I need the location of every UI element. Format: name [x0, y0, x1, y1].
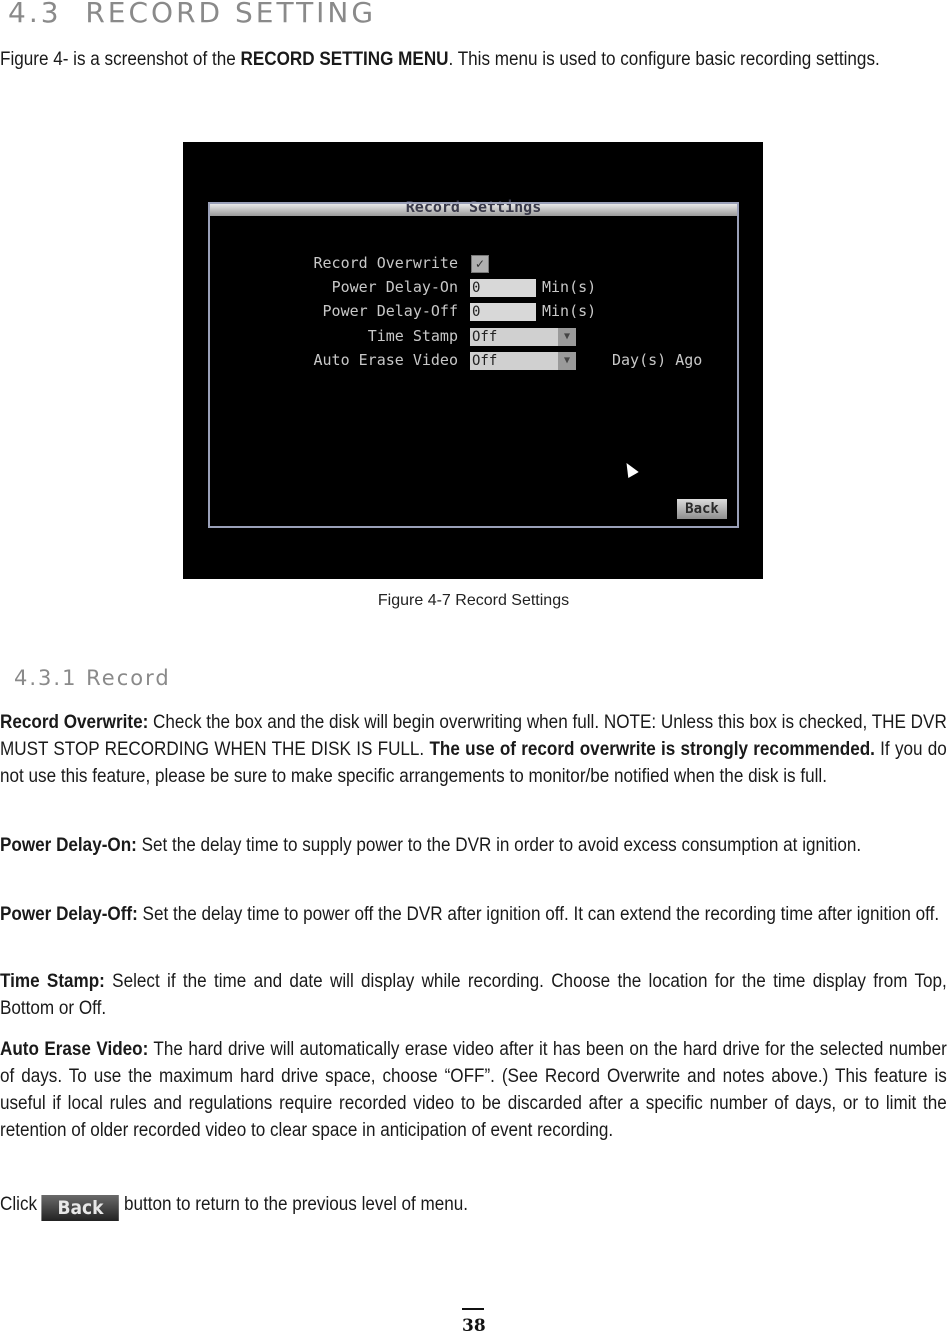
- paragraph-power-delay-on: [0, 832, 947, 859]
- overwrite-text-1: Check the box and the disk will begin overwriting when full. NOTE: Unless this box is checked, THE DVR MUST STOP RECORDING WHEN THE DISK IS FULL.: [0, 712, 947, 760]
- osd-unit-delay-off: Min(s): [542, 302, 597, 320]
- auto-erase-select[interactable]: [470, 352, 576, 370]
- delay-off-text: Set the delay time to power off the DVR after ignition off. It can extend the recording time after ignition off.: [137, 904, 940, 925]
- osd-label-power-delay-on: Power Delay-On: [331, 278, 458, 296]
- delay-on-text: Set the delay time to supply power to the DVR in order to avoid excess consumption at ignition.: [136, 835, 862, 856]
- subsection-number: 4.3.1: [14, 666, 78, 690]
- figure-caption: Figure 4-7 Record Settings: [377, 592, 570, 609]
- page-number: 38: [462, 1316, 486, 1336]
- osd-title: Record Settings: [405, 198, 542, 216]
- subsection-title: Record: [86, 666, 171, 690]
- term-auto-erase-video: Auto Erase Video:: [0, 1039, 149, 1060]
- osd-back-button[interactable]: Back: [677, 499, 727, 519]
- paragraph-record-overwrite: [0, 709, 947, 790]
- section-heading: [8, 0, 376, 29]
- time-stamp-select[interactable]: [470, 328, 576, 346]
- intro-text-1: Figure 4- is a screenshot of the: [0, 49, 241, 70]
- term-power-delay-on: Power Delay-On:: [0, 835, 137, 856]
- click-text-2: button to return to the previous level of menu.: [119, 1194, 469, 1215]
- time-stamp-value: Off: [472, 329, 498, 345]
- power-delay-off-field[interactable]: 0: [470, 303, 536, 321]
- paragraph-click-back: [0, 1191, 947, 1221]
- osd-label-power-delay-off: Power Delay-Off: [322, 302, 458, 320]
- intro-text-2: . This menu is used to configure basic recording settings.: [448, 49, 880, 70]
- osd-label-auto-erase-video: Auto Erase Video: [313, 351, 458, 369]
- auto-erase-value: Off: [472, 353, 498, 369]
- paragraph-power-delay-off: [0, 901, 947, 928]
- section-number: 4.3: [8, 0, 62, 29]
- paragraph-time-stamp: [0, 968, 947, 1022]
- overwrite-recommendation: The use of record overwrite is strongly recommended.: [429, 739, 875, 760]
- record-settings-screenshot: [183, 142, 763, 579]
- osd-unit-days-ago: Day(s) Ago: [612, 351, 703, 369]
- term-power-delay-off: Power Delay-Off:: [0, 904, 138, 925]
- click-text-1: Click: [0, 1194, 42, 1215]
- term-time-stamp: Time Stamp:: [0, 971, 105, 992]
- page-number-rule: [462, 1308, 484, 1310]
- osd-label-record-overwrite: Record Overwrite: [313, 254, 458, 272]
- time-stamp-text: Select if the time and date will display while recording. Choose the location for the time display from Top, Bottom or Off.: [0, 971, 947, 1019]
- chevron-down-icon: ▼: [558, 352, 576, 370]
- intro-menu-name: RECORD SETTING MENU: [240, 49, 449, 70]
- power-delay-on-field[interactable]: 0: [470, 279, 536, 297]
- intro-paragraph: [0, 46, 947, 73]
- subsection-heading: [14, 666, 171, 690]
- record-overwrite-checkbox[interactable]: ✓: [471, 255, 489, 273]
- chevron-down-icon: ▼: [558, 328, 576, 346]
- auto-erase-text: The hard drive will automatically erase video after it has been on the hard drive for the selected number of days. To use the maximum hard drive space, choose “OFF”. (See Record Overwrite and notes above.) This feature is useful if local rules and regulations require recorded video to be discarded after a specific number of days, or to limit the retention of older recorded video to clear space in anticipation of event recording.: [0, 1039, 947, 1141]
- osd-label-time-stamp: Time Stamp: [367, 327, 458, 345]
- section-title: RECORD SETTING: [85, 0, 377, 29]
- overwrite-text-2: If you do not use this feature, please be sure to make specific arrangements to monitor/be notified when the disk is full.: [0, 739, 947, 787]
- term-record-overwrite: Record Overwrite:: [0, 712, 149, 733]
- back-button-image: Back: [42, 1195, 119, 1221]
- osd-unit-delay-on: Min(s): [542, 278, 597, 296]
- paragraph-auto-erase-video: [0, 1036, 947, 1144]
